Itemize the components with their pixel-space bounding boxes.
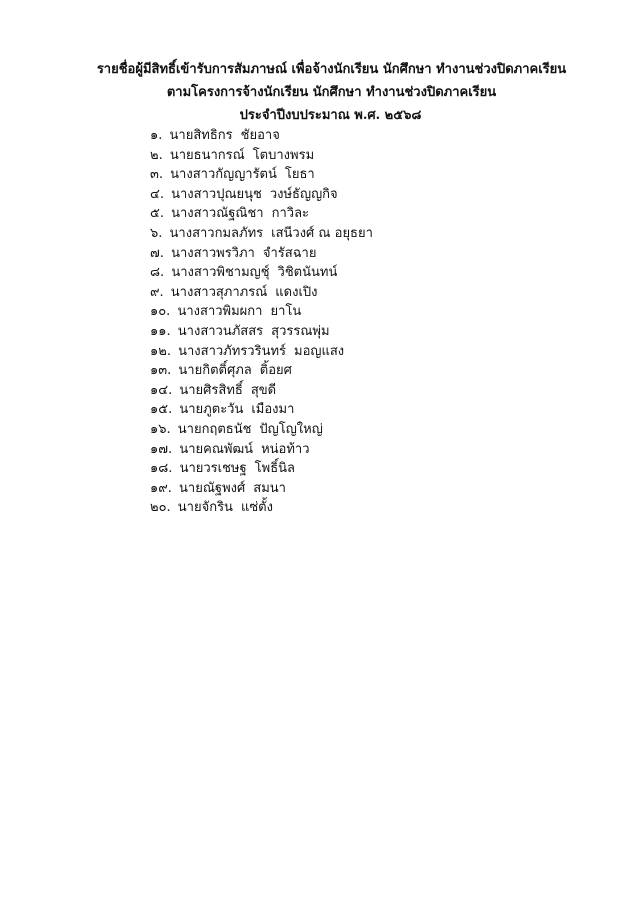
last-name: สุขดี <box>250 382 277 398</box>
last-name: มอญแสง <box>294 343 345 359</box>
item-number: ๒๐. <box>150 500 171 516</box>
first-name: นางสาวพิมผกา <box>177 304 263 320</box>
item-number: ๕. <box>150 206 164 222</box>
list-item <box>150 342 373 362</box>
item-number: ๑๑. <box>150 323 171 339</box>
list-item <box>150 498 373 518</box>
item-number: ๑๔. <box>150 382 173 398</box>
item-number: ๑๒. <box>150 343 171 359</box>
last-name: แซ่ตั้ง <box>240 500 273 516</box>
item-number: ๑๙. <box>150 480 172 496</box>
last-name: โพธิ์นิล <box>254 461 296 477</box>
item-number: ๑. <box>150 128 163 143</box>
list-item <box>150 263 373 283</box>
first-name: นางสาวพรวิภา <box>171 245 255 261</box>
list-item <box>150 224 373 244</box>
item-number: ๔. <box>150 186 164 202</box>
list-item <box>150 322 373 342</box>
list-item <box>150 459 373 479</box>
candidate-list <box>150 126 373 518</box>
item-number: ๑๓. <box>150 363 172 379</box>
item-number: ๓. <box>150 167 164 183</box>
item-number: ๑๖. <box>150 421 171 437</box>
first-name: นายภูตะวัน <box>179 402 244 418</box>
first-name: นางสาวณัฐณิชา <box>171 206 264 222</box>
item-number: ๑๘. <box>150 461 173 477</box>
heading-project: ตามโครงการจ้างนักเรียน นักศึกษา ทำงานช่วงปิดภาคเรียน <box>166 85 497 100</box>
last-name: หน่อท้าว <box>261 441 310 457</box>
last-name: วงษ์ธัญญกิจ <box>269 186 338 202</box>
first-name: นางสาวภัทรวรินทร์ <box>178 343 287 359</box>
first-name: นายกฤตธนัช <box>177 421 252 437</box>
last-name: ยาโน <box>270 304 302 320</box>
heading-title: รายชื่อผู้มีสิทธิ์เข้ารับการสัมภาษณ์ เพื่อจ้างนักเรียน นักศึกษา ทำงานช่วงปิดภาคเรียน <box>96 62 567 77</box>
first-name: นายณัฐพงศ์ <box>179 480 246 496</box>
last-name: จำรัสฉาย <box>262 245 317 261</box>
item-number: ๒. <box>150 147 163 163</box>
last-name: ปัญโญใหญ่ <box>259 421 323 437</box>
list-item <box>150 126 373 146</box>
last-name: เมืองมา <box>251 402 295 418</box>
list-item <box>150 400 373 420</box>
list-item <box>150 146 373 166</box>
last-name: แดงเปิง <box>275 284 318 300</box>
item-number: ๗. <box>150 245 164 261</box>
last-name: โยธา <box>284 167 315 183</box>
list-item <box>150 361 373 381</box>
list-item <box>150 244 373 264</box>
last-name: สมนา <box>253 480 286 496</box>
first-name: นางสาวพิชามญชุ์ <box>171 265 270 281</box>
first-name: นางสาวปุณยนุช <box>171 186 262 202</box>
last-name: วิชิตนันทน์ <box>277 265 338 281</box>
list-item <box>150 204 373 224</box>
last-name: โตบางพรม <box>252 147 315 163</box>
list-item <box>150 165 373 185</box>
first-name: นางสาวกัญญารัตน์ <box>170 167 277 183</box>
last-name: ชัยอาจ <box>240 128 280 143</box>
item-number: ๑๗. <box>150 441 173 457</box>
item-number: ๙. <box>150 284 164 300</box>
first-name: นางสาวสุภาภรณ์ <box>170 284 268 300</box>
first-name: นางสาวนภัสสร <box>177 323 264 339</box>
list-item <box>150 479 373 499</box>
list-item <box>150 283 373 303</box>
first-name: นายกิตติ์ศุภล <box>178 363 252 379</box>
list-item <box>150 381 373 401</box>
item-number: ๑๕. <box>150 402 173 418</box>
item-number: ๑๐. <box>150 304 171 320</box>
last-name: สุวรรณพุ่ม <box>271 323 330 339</box>
last-name: ติ้อยศ <box>259 363 292 379</box>
first-name: นายสิทธิกร <box>169 128 233 143</box>
first-name: นายธนากรณ์ <box>169 147 245 163</box>
last-name: เสนีวงศ์ ณ อยุธยา <box>271 225 373 241</box>
last-name: กาวิละ <box>271 206 310 222</box>
list-item <box>150 185 373 205</box>
document-heading <box>0 58 633 127</box>
list-item <box>150 302 373 322</box>
first-name: นายจักริน <box>177 500 233 516</box>
first-name: นายศิรสิทธิ์ <box>179 382 243 398</box>
item-number: ๘. <box>150 265 165 281</box>
first-name: นายคณพัฒน์ <box>179 441 254 457</box>
item-number: ๖. <box>150 225 163 241</box>
first-name: นางสาวกมลภัทร <box>169 225 264 241</box>
list-item <box>150 440 373 460</box>
list-item <box>150 420 373 440</box>
heading-fiscal-year: ประจำปีงบประมาณ พ.ศ. ๒๕๖๘ <box>239 108 422 123</box>
first-name: นายวรเชษฐ <box>179 461 247 477</box>
